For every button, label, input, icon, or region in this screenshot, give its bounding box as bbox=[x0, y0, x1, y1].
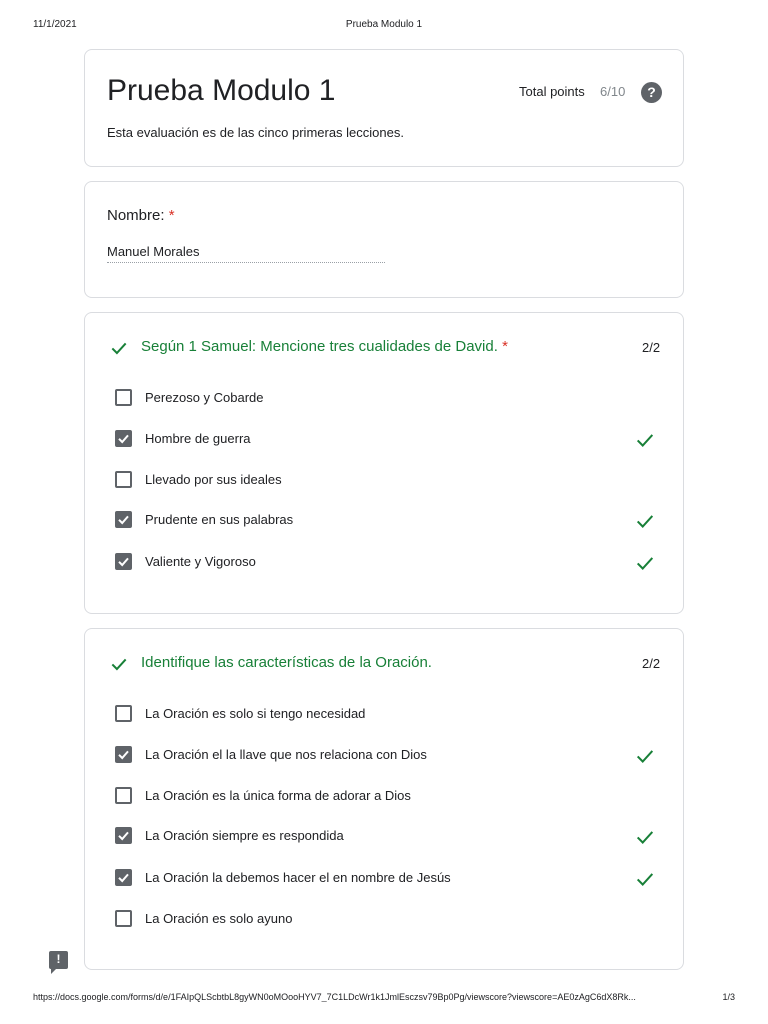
name-label-text: Nombre: bbox=[107, 207, 165, 224]
question-card-1 bbox=[84, 312, 684, 614]
required-asterisk: * bbox=[168, 207, 175, 224]
print-title: Prueba Modulo 1 bbox=[345, 19, 423, 30]
option-label: La Oración el la llave que nos relaciona con Dios bbox=[145, 747, 427, 762]
question-title bbox=[141, 654, 432, 671]
checkmark-icon bbox=[117, 748, 130, 761]
checkbox[interactable] bbox=[115, 511, 132, 528]
question-title bbox=[141, 338, 508, 355]
option-label: Perezoso y Cobarde bbox=[145, 390, 264, 405]
check-icon bbox=[109, 338, 129, 358]
option-row bbox=[115, 509, 655, 533]
correct-check-icon bbox=[634, 745, 656, 767]
option-label: La Oración es solo si tengo necesidad bbox=[145, 706, 366, 721]
name-question-card bbox=[84, 181, 684, 298]
option-label: La Oración es solo ayuno bbox=[145, 911, 293, 926]
checkmark-icon bbox=[117, 432, 130, 445]
option-row bbox=[115, 785, 655, 809]
checkbox[interactable] bbox=[115, 869, 132, 886]
option-row bbox=[115, 428, 655, 452]
feedback-icon[interactable] bbox=[49, 951, 68, 969]
checkbox[interactable] bbox=[115, 553, 132, 570]
checkmark-icon bbox=[117, 555, 130, 568]
feedback-icon-glyph: ! bbox=[56, 952, 61, 966]
checkmark-icon bbox=[117, 513, 130, 526]
option-row bbox=[115, 703, 655, 727]
print-date: 11/1/2021 bbox=[33, 19, 77, 30]
page-number: 1/3 bbox=[722, 992, 735, 1002]
checkbox[interactable] bbox=[115, 827, 132, 844]
option-row bbox=[115, 867, 655, 891]
form-description: Esta evaluación es de las cinco primeras lecciones. bbox=[107, 125, 404, 140]
checkmark-icon bbox=[117, 871, 130, 884]
check-icon bbox=[109, 654, 129, 674]
checkbox[interactable] bbox=[115, 430, 132, 447]
correct-check-icon bbox=[634, 510, 656, 532]
help-icon[interactable]: ? bbox=[641, 82, 662, 103]
option-label: Hombre de guerra bbox=[145, 431, 251, 446]
correct-check-icon bbox=[634, 552, 656, 574]
checkbox[interactable] bbox=[115, 746, 132, 763]
checkbox[interactable] bbox=[115, 705, 132, 722]
correct-check-icon bbox=[634, 826, 656, 848]
question-score: 2/2 bbox=[642, 656, 661, 671]
correct-check-icon bbox=[634, 868, 656, 890]
form-header-card bbox=[84, 49, 684, 167]
name-label bbox=[107, 207, 175, 224]
option-label: La Oración la debemos hacer el en nombre de Jesús bbox=[145, 870, 451, 885]
print-header bbox=[0, 19, 768, 33]
option-label: Valiente y Vigoroso bbox=[145, 554, 256, 569]
question-title-text: Identifique las características de la Oración. bbox=[141, 654, 432, 671]
question-card-2 bbox=[84, 628, 684, 970]
checkbox[interactable] bbox=[115, 787, 132, 804]
option-row bbox=[115, 551, 655, 575]
option-row bbox=[115, 469, 655, 493]
option-label: La Oración es la única forma de adorar a Dios bbox=[145, 788, 411, 803]
print-footer bbox=[0, 992, 768, 1006]
option-row bbox=[115, 387, 655, 411]
name-answer-field: Manuel Morales bbox=[107, 244, 385, 263]
total-points-label: Total points bbox=[519, 84, 585, 99]
option-label: La Oración siempre es respondida bbox=[145, 828, 344, 843]
option-row bbox=[115, 825, 655, 849]
total-points-value: 6/10 bbox=[600, 84, 626, 99]
checkbox[interactable] bbox=[115, 471, 132, 488]
question-title-text: Según 1 Samuel: Mencione tres cualidades de David. bbox=[141, 338, 498, 355]
option-row bbox=[115, 908, 655, 932]
checkbox[interactable] bbox=[115, 389, 132, 406]
required-asterisk: * bbox=[502, 338, 508, 355]
correct-check-icon bbox=[634, 429, 656, 451]
option-label: Prudente en sus palabras bbox=[145, 512, 294, 527]
option-row bbox=[115, 744, 655, 768]
option-label: Llevado por sus ideales bbox=[145, 472, 282, 487]
question-score: 2/2 bbox=[642, 340, 661, 355]
page-url: https://docs.google.com/forms/d/e/1FAIpQLScbtbL8gyWN0oMOooHYV7_7C1LDcWr1k1JmlEsczsv79Bp0Pg/viewscore?viewscore=AE0zAgC6dX8Rk... bbox=[33, 992, 636, 1002]
checkbox[interactable] bbox=[115, 910, 132, 927]
checkmark-icon bbox=[117, 829, 130, 842]
form-title: Prueba Modulo 1 bbox=[107, 74, 336, 107]
